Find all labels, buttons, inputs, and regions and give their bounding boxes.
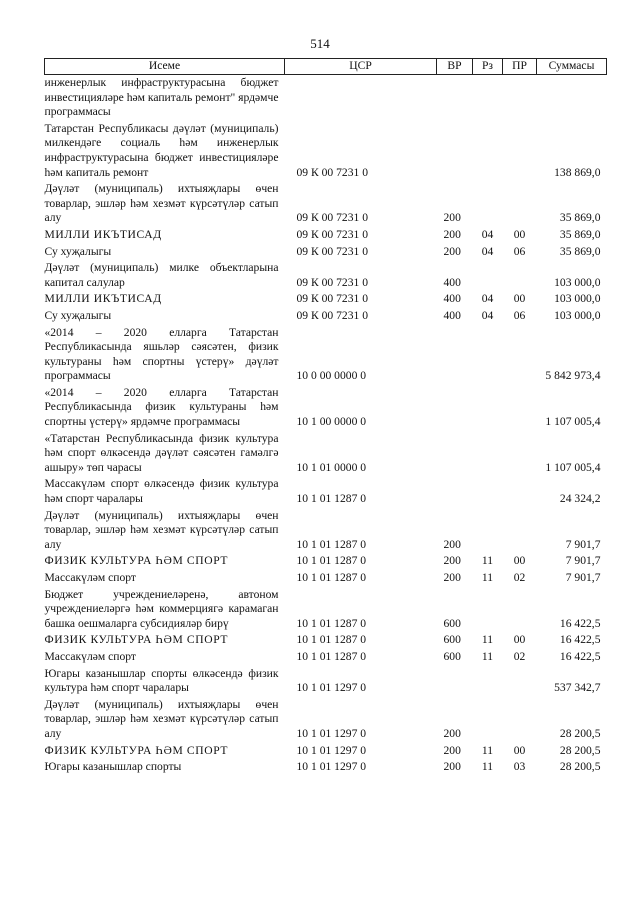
row-pr — [503, 121, 537, 181]
row-sum: 103 000,0 — [554, 292, 601, 306]
row-vr: 200 — [443, 244, 461, 258]
row-vr: 600 — [443, 616, 461, 630]
table-row — [45, 759, 607, 776]
table-row — [45, 743, 607, 760]
row-vr: 600 — [443, 633, 461, 647]
row-sum: 7 901,7 — [565, 554, 601, 568]
row-csr: 09 К 00 7231 0 — [296, 165, 368, 179]
row-name: Югары казанышлар спорты — [44, 760, 182, 774]
row-vr: 400 — [443, 308, 461, 322]
row-pr: 02 — [513, 649, 526, 663]
row-sum: 28 200,5 — [559, 726, 601, 740]
row-name: ФИЗИК КУЛЬТУРА ҺӘМ СПОРТ — [44, 554, 229, 568]
row-pr — [503, 476, 537, 507]
row-sum: 7 901,7 — [565, 571, 601, 584]
row-name: «Татарстан Республикасында физик культура һәм спорт өлкәсендә дәүләт сәясәтен гамәлгә ашыру» төп чарасы — [44, 431, 279, 474]
row-csr: 10 1 01 1287 0 — [296, 554, 367, 568]
row-rz — [473, 181, 503, 227]
row-sum: 35 869,0 — [559, 244, 601, 258]
row-vr: 200 — [443, 760, 461, 774]
row-pr — [503, 587, 537, 633]
table-row — [45, 181, 607, 227]
row-sum: 16 422,5 — [559, 633, 601, 647]
row-csr: 10 1 00 0000 0 — [296, 415, 367, 429]
row-rz: 11 — [481, 743, 494, 757]
row-vr: 200 — [443, 571, 461, 584]
row-rz: 11 — [481, 649, 494, 663]
row-pr: 02 — [513, 571, 526, 584]
row-vr — [437, 666, 473, 697]
row-vr: 200 — [443, 537, 461, 551]
header-rz: Рз — [473, 59, 503, 75]
row-sum: 138 869,0 — [554, 165, 601, 179]
row-csr: 10 1 01 1287 0 — [296, 492, 367, 506]
row-rz — [473, 508, 503, 554]
row-pr: 03 — [513, 760, 526, 774]
row-pr — [503, 666, 537, 697]
table-row — [45, 244, 607, 261]
row-name: Дәүләт (муниципаль) ихтыяҗлары өчен товарлар, эшләр һәм хезмәт күрсәтүләр сатып алу — [44, 182, 279, 225]
row-vr: 200 — [443, 726, 461, 740]
row-name: Дәүләт (муниципаль) ихтыяҗлары өчен товарлар, эшләр һәм хезмәт күрсәтүләр сатып алу — [44, 508, 279, 551]
row-pr — [503, 260, 537, 291]
row-rz — [473, 325, 503, 385]
table-header-row — [45, 59, 607, 75]
row-pr: 06 — [513, 244, 526, 258]
row-rz: 11 — [481, 571, 494, 584]
row-vr: 400 — [443, 275, 461, 289]
table-row — [45, 121, 607, 181]
row-rz: 11 — [481, 760, 494, 774]
row-pr — [503, 75, 537, 121]
row-rz: 11 — [481, 554, 494, 568]
row-pr — [503, 697, 537, 743]
row-name: Югары казанышлар спорты өлкәсендә физик культура һәм спорт чаралары — [44, 666, 279, 695]
table-row — [45, 649, 607, 666]
row-name: Дәүләт (муниципаль) милке объектларына капитал салулар — [44, 261, 279, 289]
row-pr — [503, 325, 537, 385]
row-csr: 09 К 00 7231 0 — [296, 227, 368, 241]
row-csr: 10 1 01 1287 0 — [296, 537, 367, 551]
header-sum: Суммасы — [537, 59, 607, 75]
row-sum: 35 869,0 — [559, 227, 601, 241]
row-name: Дәүләт (муниципаль) ихтыяҗлары өчен товарлар, эшләр һәм хезмәт күрсәтүләр сатып алу — [44, 697, 279, 740]
row-pr: 00 — [513, 743, 526, 757]
row-sum: 16 422,5 — [559, 649, 601, 663]
row-csr: 10 1 01 1297 0 — [296, 681, 367, 695]
row-pr: 00 — [513, 292, 526, 306]
row-pr — [503, 385, 537, 431]
table-row — [45, 325, 607, 385]
row-rz: 04 — [481, 227, 494, 241]
table-body — [45, 75, 607, 776]
row-csr: 10 1 01 1287 0 — [296, 571, 367, 584]
row-name: Татарстан Республикасы дәүләт (муниципаль) милкендәге социаль һәм инженерлык инфраструктурасына бюджет инвестицияләре һәм капиталь ремонт — [44, 121, 279, 179]
table-row — [45, 697, 607, 743]
row-vr — [437, 121, 473, 181]
table-row — [45, 570, 607, 587]
row-sum: 1 107 005,4 — [545, 415, 601, 429]
row-name: МИЛЛИ ИКЪТИСАД — [44, 292, 162, 306]
row-csr: 10 1 01 1287 0 — [296, 633, 367, 647]
row-rz — [473, 476, 503, 507]
row-rz — [473, 587, 503, 633]
table-row — [45, 227, 607, 244]
row-csr: 10 1 01 1287 0 — [296, 616, 367, 630]
table-row — [45, 308, 607, 325]
table-row — [45, 385, 607, 431]
row-sum: 24 324,2 — [559, 492, 601, 506]
row-name: Су хуҗалыгы — [44, 308, 112, 322]
row-csr: 10 1 01 1297 0 — [296, 726, 367, 740]
row-vr — [437, 476, 473, 507]
row-pr — [503, 431, 537, 477]
row-sum: 7 901,7 — [565, 537, 601, 551]
row-name: Су хуҗалыгы — [44, 244, 112, 258]
row-sum: 35 869,0 — [559, 211, 601, 225]
row-vr: 200 — [443, 227, 461, 241]
table-row — [45, 666, 607, 697]
row-pr — [503, 181, 537, 227]
row-rz — [473, 431, 503, 477]
row-name: ФИЗИК КУЛЬТУРА ҺӘМ СПОРТ — [44, 633, 229, 647]
table-row — [45, 476, 607, 507]
budget-table — [44, 58, 607, 776]
row-pr: 06 — [513, 308, 526, 322]
table-row — [45, 75, 607, 121]
row-csr: 09 К 00 7231 0 — [296, 244, 368, 258]
table-row — [45, 587, 607, 633]
row-csr: 10 1 01 1287 0 — [296, 649, 367, 663]
row-rz: 04 — [481, 292, 494, 306]
row-name: Бюджет учреждениеләренә, автоном учреждениеләргә һәм коммерциягә карамаган башка оешмаларга субсидияләр бирү — [44, 587, 279, 630]
table-row — [45, 553, 607, 570]
row-vr: 400 — [443, 292, 461, 306]
row-csr: 09 К 00 7231 0 — [296, 211, 368, 225]
row-csr: 09 К 00 7231 0 — [296, 292, 368, 306]
table-row — [45, 291, 607, 308]
row-name: Массакүләм спорт өлкәсендә физик культура һәм спорт чаралары — [44, 477, 279, 506]
header-vr: ВР — [437, 59, 473, 75]
row-sum: 5 842 973,4 — [545, 369, 601, 383]
row-rz — [473, 260, 503, 291]
row-rz — [473, 697, 503, 743]
row-csr: 10 1 01 1297 0 — [296, 743, 367, 757]
row-name: «2014 – 2020 елларга Татарстан Республикасында физик культураны һәм спортны үстерү» ярдәмче программасы — [44, 385, 279, 429]
page-number: 514 — [310, 36, 330, 51]
row-pr — [503, 508, 537, 554]
row-vr — [437, 75, 473, 121]
row-sum: 28 200,5 — [559, 760, 601, 774]
row-name: ФИЗИК КУЛЬТУРА ҺӘМ СПОРТ — [44, 743, 229, 757]
row-vr — [437, 431, 473, 477]
row-rz — [473, 75, 503, 121]
row-sum: 1 107 005,4 — [545, 460, 601, 474]
row-name: инженерлык инфраструктурасына бюджет инвестицияләре һәм капиталь ремонт" ярдәмче программасы — [44, 76, 279, 119]
row-name: Массакүләм спорт — [44, 649, 136, 663]
table-row — [45, 632, 607, 649]
row-sum: 16 422,5 — [559, 616, 601, 630]
row-sum: 103 000,0 — [554, 275, 601, 289]
row-sum: 28 200,5 — [559, 743, 601, 757]
row-csr — [285, 75, 437, 121]
row-vr: 200 — [443, 743, 461, 757]
row-csr: 09 К 00 7231 0 — [296, 275, 368, 289]
table-row — [45, 431, 607, 477]
row-rz: 11 — [481, 633, 494, 647]
row-name: МИЛЛИ ИКЪТИСАД — [44, 227, 162, 241]
row-rz: 04 — [481, 244, 494, 258]
row-pr: 00 — [513, 554, 526, 568]
row-rz — [473, 121, 503, 181]
row-csr: 10 1 01 1297 0 — [296, 760, 367, 774]
row-name: «2014 – 2020 елларга Татарстан Республикасында яшьләр сәясәтен, физик культураны һәм спортны үстерү» дәүләт программасы — [44, 325, 279, 383]
row-rz — [473, 666, 503, 697]
header-csr: ЦСР — [285, 59, 437, 75]
row-vr — [437, 325, 473, 385]
row-rz — [473, 385, 503, 431]
row-rz: 04 — [481, 308, 494, 322]
row-csr: 10 0 00 0000 0 — [296, 369, 367, 383]
row-csr: 10 1 01 0000 0 — [296, 460, 367, 474]
row-pr: 00 — [513, 227, 526, 241]
row-pr: 00 — [513, 633, 526, 647]
header-name: Исеме — [45, 59, 285, 75]
header-pr: ПР — [503, 59, 537, 75]
row-vr: 200 — [443, 211, 461, 225]
row-sum — [537, 75, 607, 121]
table-row — [45, 260, 607, 291]
row-csr: 09 К 00 7231 0 — [296, 308, 368, 322]
row-vr: 200 — [443, 554, 461, 568]
row-sum: 103 000,0 — [554, 308, 601, 322]
table-row — [45, 508, 607, 554]
row-name: Массакүләм спорт — [44, 571, 136, 584]
row-vr: 600 — [443, 649, 461, 663]
row-sum: 537 342,7 — [554, 681, 601, 695]
row-vr — [437, 385, 473, 431]
